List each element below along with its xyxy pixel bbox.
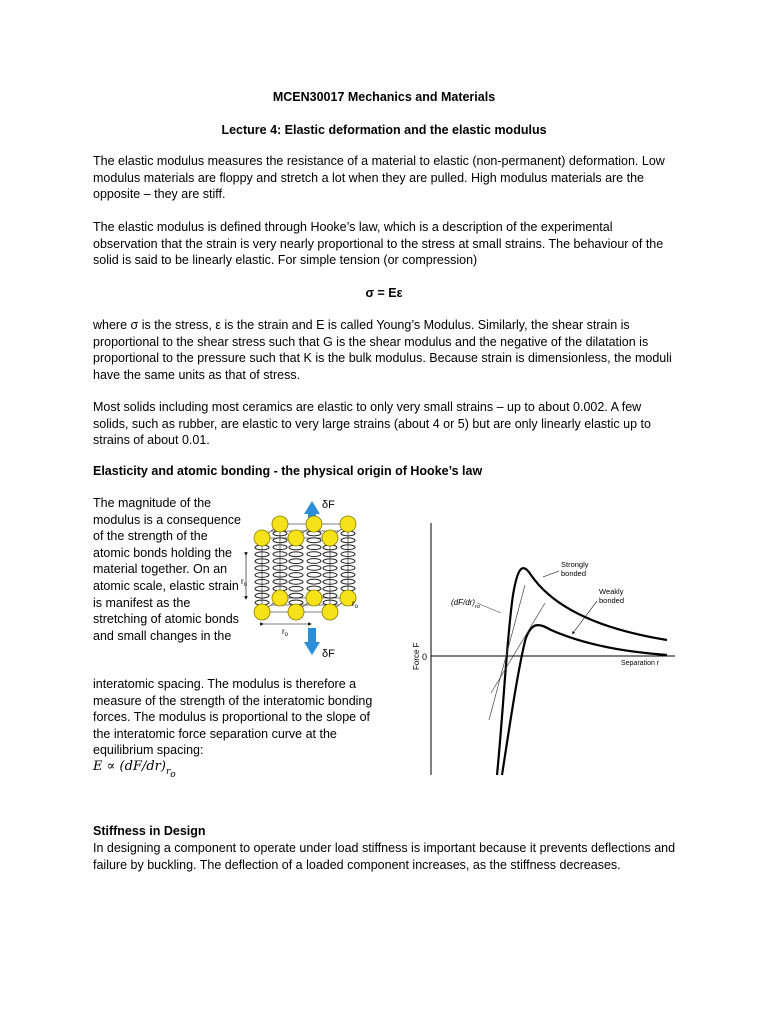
- atom: [288, 530, 304, 546]
- paragraph-moduli: where σ is the stress, ε is the strain and E is called Young’s Modulus. Similarly, the shear strain is proportional to the shear stress such that G is the shear modulus and the negative of the dilatation is proportional to the pressure such that K is the bulk modulus. Because strain is dimensionless, the moduli have the same units as that of stress.: [93, 318, 672, 382]
- spring-coil: [289, 573, 303, 578]
- paragraph-elastic-limits: Most solids including most ceramics are elastic to only very small strains – up to about 0.002. A few solids, such as rubber, are elastic to very large strains (about 4 or 5) but are only linearly elastic up to strains of about 0.01.: [93, 400, 651, 448]
- atom: [306, 516, 322, 532]
- modulus-proportionality: [93, 759, 176, 779]
- force-arrow-down: [304, 628, 320, 655]
- spacing-label-side: $r_o$: [352, 599, 359, 610]
- weak-pointer: [573, 601, 597, 633]
- y-axis-label: Force F: [412, 642, 421, 670]
- force-separation-graph: [405, 515, 690, 780]
- spring-coil: [307, 565, 321, 570]
- heading-stiffness: Stiffness in Design: [93, 824, 206, 838]
- bond-springs: [255, 531, 355, 605]
- atom: [254, 604, 270, 620]
- spring-coil: [289, 566, 303, 571]
- spring-coil: [307, 552, 321, 557]
- lecture-title: Lecture 4: Elastic deformation and the elastic modulus: [221, 123, 547, 137]
- strong-pointer: [543, 571, 559, 577]
- weak-label-line1: Weakly: [599, 587, 624, 596]
- spring-coil: [289, 593, 303, 598]
- atom: [272, 590, 288, 606]
- spring-coil: [289, 579, 303, 584]
- paragraph-atomic-part1: The magnitude of the modulus is a consequence of the strength of the atomic bonds holding the material together. On an atomic scale, elastic strain is manifest as the stretching of atomic bonds and small changes in the: [93, 496, 242, 643]
- spacing-label-horizontal: $r_o$: [282, 627, 289, 638]
- paragraph-atomic-part2: interatomic spacing. The modulus is therefore a measure of the strength of the interatomic bonding forces. The modulus is proportional to the slope of the interatomic force separation curve at the equilibrium spacing:: [93, 677, 373, 758]
- heading-atomic-bonding: Elasticity and atomic bonding - the physical origin of Hooke’s law: [93, 464, 483, 478]
- zero-label: 0: [422, 652, 428, 662]
- atom: [306, 590, 322, 606]
- proportionality-subscript: r: [165, 766, 171, 777]
- spring-coil: [307, 579, 321, 584]
- x-axis-label: Separation r: [621, 660, 660, 667]
- proportionality-expression: E ∝ (dF/dr): [93, 759, 166, 774]
- strong-label-line1: Strongly: [561, 560, 589, 569]
- force-label-bottom: δF: [322, 648, 335, 660]
- weakly-bonded-curve: [502, 625, 667, 775]
- spring-coil: [307, 538, 321, 543]
- paragraph-hookes-law: The elastic modulus is defined through Hooke’s law, which is a description of the experimental observation that the strain is very nearly proportional to the stress at small strains. The behaviour of the solid is said to be linearly elastic. For simple tension (or compression): [93, 220, 664, 268]
- atom: [272, 516, 288, 532]
- atom: [340, 516, 356, 532]
- slope-pointer: [477, 603, 501, 613]
- paragraph-intro: The elastic modulus measures the resistance of a material to elastic (non-permanent) deformation. Low modulus materials are floppy and stretch a lot when they are pulled. High modulus materials are the opposite – they are stiff.: [93, 154, 665, 202]
- spring-coil: [289, 552, 303, 557]
- proportionality-subsubscript: o: [170, 769, 176, 780]
- spring-coil: [289, 559, 303, 564]
- atom: [288, 604, 304, 620]
- atom: [322, 604, 338, 620]
- strong-label-line2: bonded: [561, 569, 587, 578]
- spring-coil: [307, 559, 321, 564]
- force-label-top: δF: [322, 499, 335, 511]
- strong-tangent-line: [489, 585, 525, 720]
- spacing-label-vertical: $r_o$: [241, 577, 248, 588]
- paragraph-stiffness: In designing a component to operate under load stiffness is important because it prevents deflections and failure by buckling. The deflection of a loaded component increases, as the stiffness decreases.: [93, 841, 676, 872]
- atom: [254, 530, 270, 546]
- course-title: MCEN30017 Mechanics and Materials: [272, 90, 496, 104]
- weak-label-line2: bonded: [599, 596, 625, 605]
- spring-coil: [307, 572, 321, 577]
- slope-label: $(dF/dr)_{ro}$: [451, 598, 480, 610]
- spring-coil: [289, 586, 303, 591]
- spring-coil: [307, 545, 321, 550]
- strongly-bonded-curve: [497, 568, 667, 775]
- atomic-spring-lattice-figure: [240, 494, 370, 666]
- hookes-law-equation: σ = Eε: [365, 286, 403, 300]
- atom: [322, 530, 338, 546]
